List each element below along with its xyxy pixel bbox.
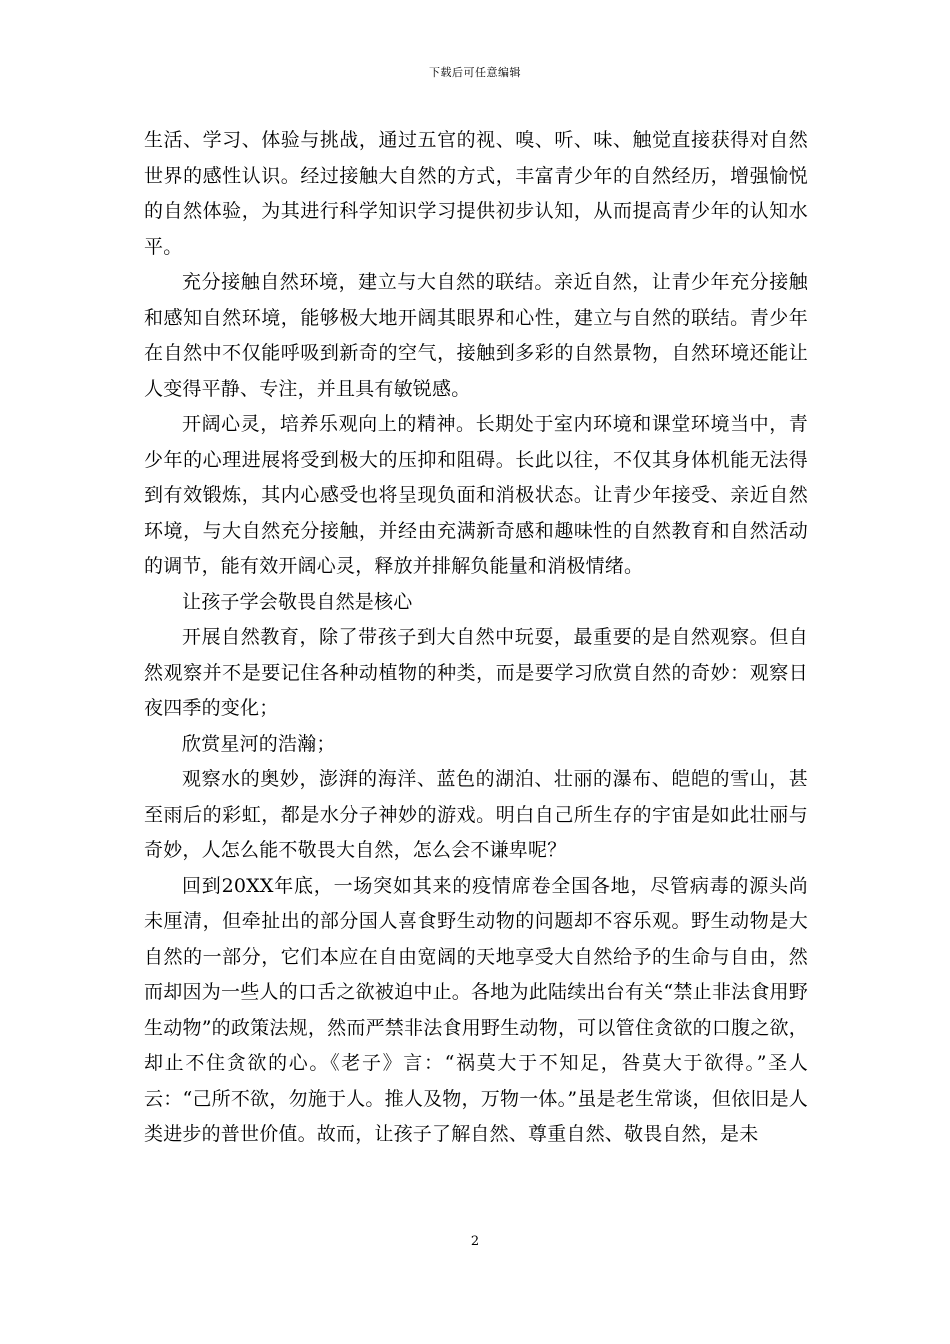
paragraph-4: 开展自然教育，除了带孩子到大自然中玩耍，最重要的是自然观察。但自然观察并不是要记住各种动植物的种类，而是要学习欣赏自然的奇妙：观察日夜四季的变化；	[144, 626, 808, 719]
paragraph-5: 欣赏星河的浩瀚；	[182, 732, 336, 755]
paragraph-2: 充分接触自然环境，建立与大自然的联结。亲近自然，让青少年充分接触和感知自然环境，能够极大地开阔其眼界和心性，建立与自然的联结。青少年在自然中不仅能呼吸到新奇的空气，接触到多彩的自然景物，自然环境还能让人变得平静、专注，并且具有敏锐感。	[144, 271, 808, 400]
page-number: 2	[470, 1234, 480, 1249]
paragraph-1: 生活、学习、体验与挑战，通过五官的视、嗅、听、味、触觉直接获得对自然世界的感性认识。经过接触大自然的方式，丰富青少年的自然经历，增强愉悦的自然体验，为其进行科学知识学习提供初步认知，从而提高青少年的认知水平。	[144, 129, 808, 258]
section-heading: 让孩子学会敬畏自然是核心	[182, 590, 413, 613]
paragraph-3: 开阔心灵，培养乐观向上的精神。长期处于室内环境和课堂环境当中，青少年的心理进展将受到极大的压抑和阻碍。长此以往，不仅其身体机能无法得到有效锻炼，其内心感受也将呈现负面和消极状态。让青少年接受、亲近自然环境，与大自然充分接触，并经由充满新奇感和趣味性的自然教育和自然活动的调节，能有效开阔心灵，释放并排解负能量和消极情绪。	[144, 413, 808, 577]
page-header: 下载后可任意编辑	[429, 66, 521, 79]
paragraph-6: 观察水的奥妙，澎湃的海洋、蓝色的湖泊、壮丽的瀑布、皑皑的雪山，甚至雨后的彩虹，都是水分子神妙的游戏。明白自己所生存的宇宙是如此壮丽与奇妙，人怎么能不敬畏大自然，怎么会不谦卑呢？	[144, 768, 808, 861]
paragraph-7: 回到20XX年底，一场突如其来的疫情席卷全国各地，尽管病毒的源头尚未厘清，但牵扯出的部分国人喜食野生动物的问题却不容乐观。野生动物是大自然的一部分，它们本应在自由宽阔的天地享受大自然给予的生命与自由，然而却因为一些人的口舌之欲被迫中止。各地为此陆续出台有关“禁止非法食用野生动物”的政策法规，然而严禁非法食用野生动物，可以管住贪欲的口腹之欲，却止不住贪欲的心。《老子》言：“祸莫大于不知足，咎莫大于欲得。”圣人云：“己所不欲，勿施于人。推人及物，万物一体。”虽是老生常谈，但依旧是人类进步的普世价值。故而，让孩子了解自然、尊重自然、敬畏自然，是未	[144, 874, 808, 1145]
document-body	[144, 123, 808, 1153]
